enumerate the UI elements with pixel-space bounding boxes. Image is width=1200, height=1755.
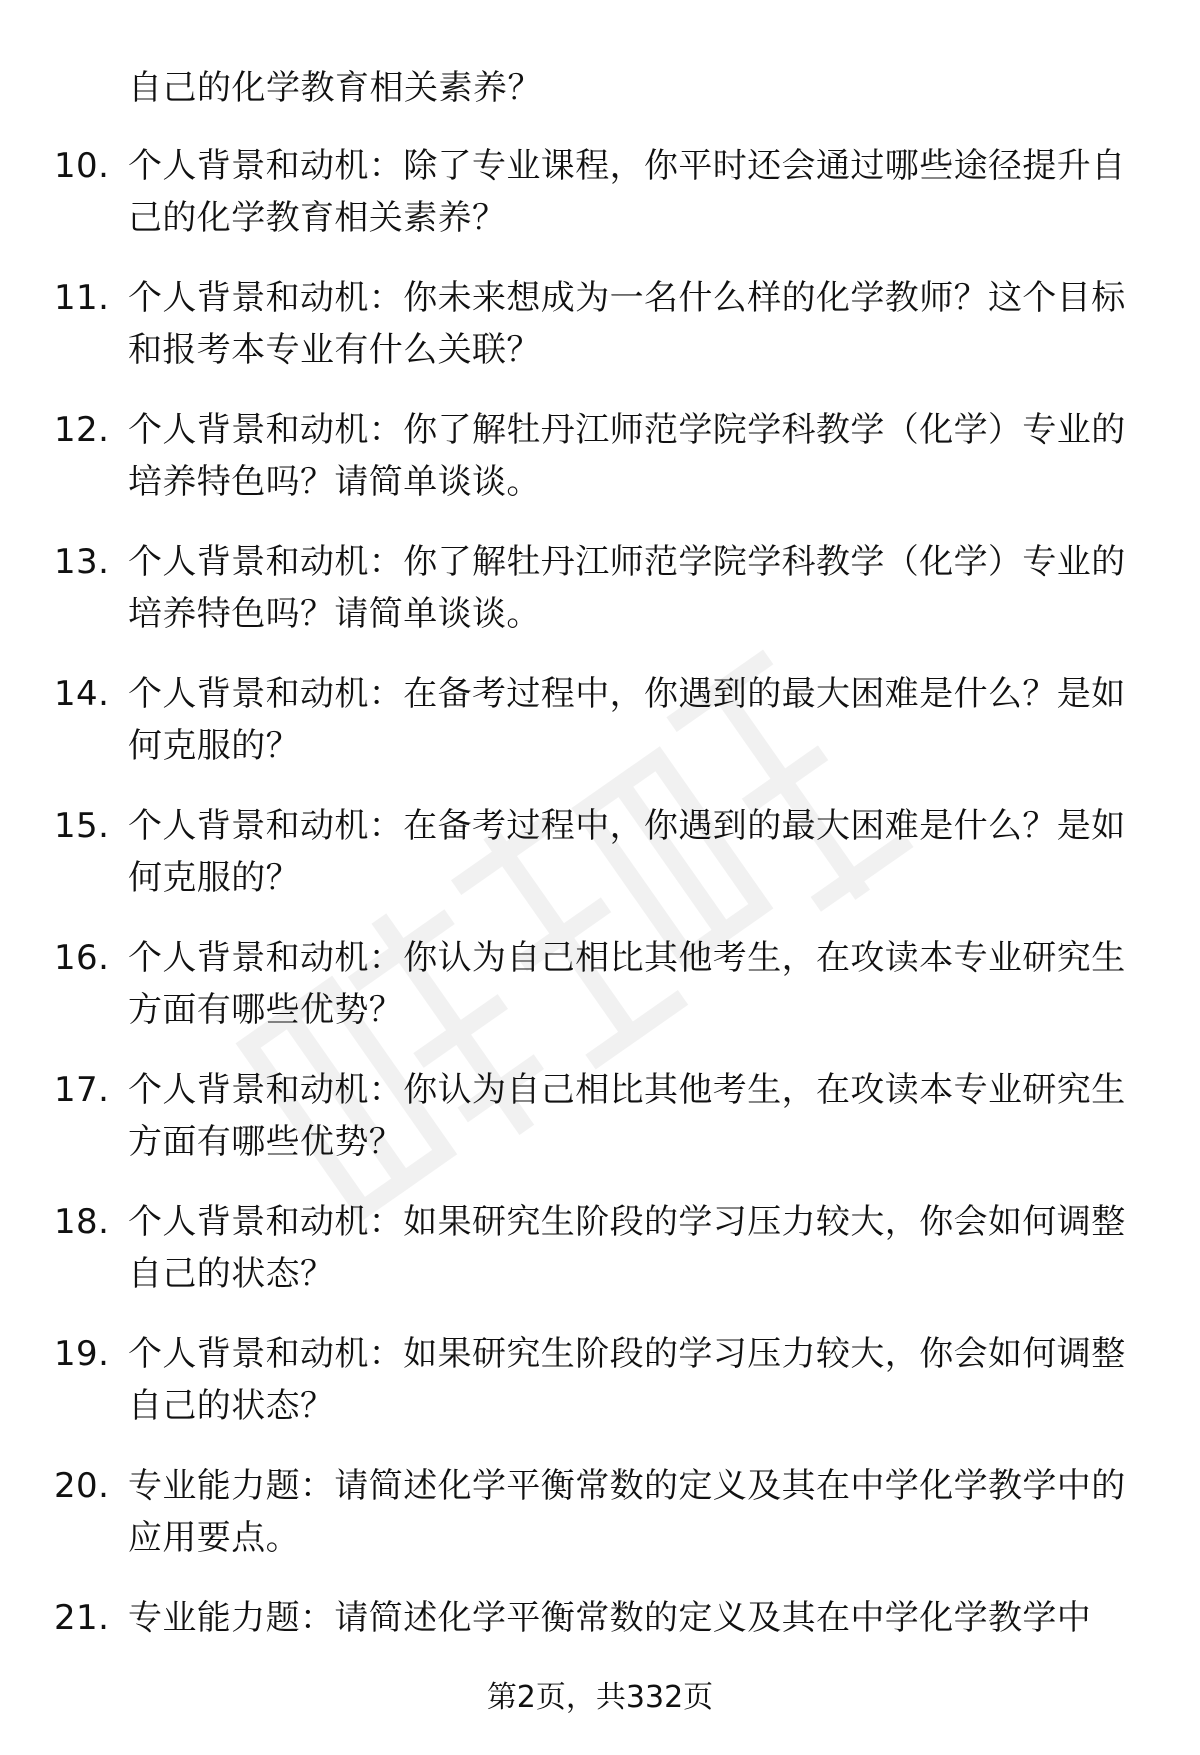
question-text: 个人背景和动机：除了专业课程，你平时还会通过哪些途径提升自己的化学教育相关素养？ bbox=[128, 146, 1126, 238]
question-number: 17. bbox=[54, 1070, 110, 1110]
question-number: 21. bbox=[54, 1598, 110, 1638]
question-text: 个人背景和动机：你认为自己相比其他考生，在攻读本专业研究生方面有哪些优势？ bbox=[128, 938, 1126, 1030]
question-item bbox=[54, 800, 1154, 904]
question-text: 个人背景和动机：在备考过程中，你遇到的最大困难是什么？是如何克服的？ bbox=[128, 806, 1126, 898]
question-number: 19. bbox=[54, 1334, 110, 1374]
question-number: 15. bbox=[54, 806, 110, 846]
question-item bbox=[54, 1592, 1154, 1644]
question-number: 10. bbox=[54, 146, 110, 186]
question-list bbox=[54, 140, 1154, 1672]
question-number: 11. bbox=[54, 278, 110, 318]
question-item bbox=[54, 140, 1154, 244]
question-item bbox=[54, 272, 1154, 376]
question-item bbox=[54, 404, 1154, 508]
question-item bbox=[54, 668, 1154, 772]
question-text: 个人背景和动机：你未来想成为一名什么样的化学教师？这个目标和报考本专业有什么关联？ bbox=[128, 278, 1126, 370]
question-text: 个人背景和动机：如果研究生阶段的学习压力较大，你会如何调整自己的状态？ bbox=[128, 1202, 1126, 1294]
question-number: 18. bbox=[54, 1202, 110, 1242]
page-footer: 第2页，共332页 bbox=[486, 1680, 714, 1715]
question-item bbox=[54, 1196, 1154, 1300]
question-item bbox=[54, 932, 1154, 1036]
question-text: 个人背景和动机：你了解牡丹江师范学院学科教学（化学）专业的培养特色吗？请简单谈谈。 bbox=[128, 542, 1126, 634]
question-item bbox=[54, 1328, 1154, 1432]
continuation-text: 自己的化学教育相关素养？ bbox=[128, 68, 542, 108]
question-item bbox=[54, 1064, 1154, 1168]
question-text: 个人背景和动机：如果研究生阶段的学习压力较大，你会如何调整自己的状态？ bbox=[128, 1334, 1126, 1426]
question-number: 14. bbox=[54, 674, 110, 714]
question-item bbox=[54, 1460, 1154, 1564]
question-text: 个人背景和动机：你了解牡丹江师范学院学科教学（化学）专业的培养特色吗？请简单谈谈。 bbox=[128, 410, 1126, 502]
question-text: 专业能力题：请简述化学平衡常数的定义及其在中学化学教学中的应用要点。 bbox=[128, 1466, 1126, 1558]
question-number: 13. bbox=[54, 542, 110, 582]
question-text: 个人背景和动机：你认为自己相比其他考生，在攻读本专业研究生方面有哪些优势？ bbox=[128, 1070, 1126, 1162]
question-text: 个人背景和动机：在备考过程中，你遇到的最大困难是什么？是如何克服的？ bbox=[128, 674, 1126, 766]
question-item bbox=[54, 536, 1154, 640]
question-number: 12. bbox=[54, 410, 110, 450]
question-number: 20. bbox=[54, 1466, 110, 1506]
question-number: 16. bbox=[54, 938, 110, 978]
question-text: 专业能力题：请简述化学平衡常数的定义及其在中学化学教学中 bbox=[128, 1598, 1092, 1638]
